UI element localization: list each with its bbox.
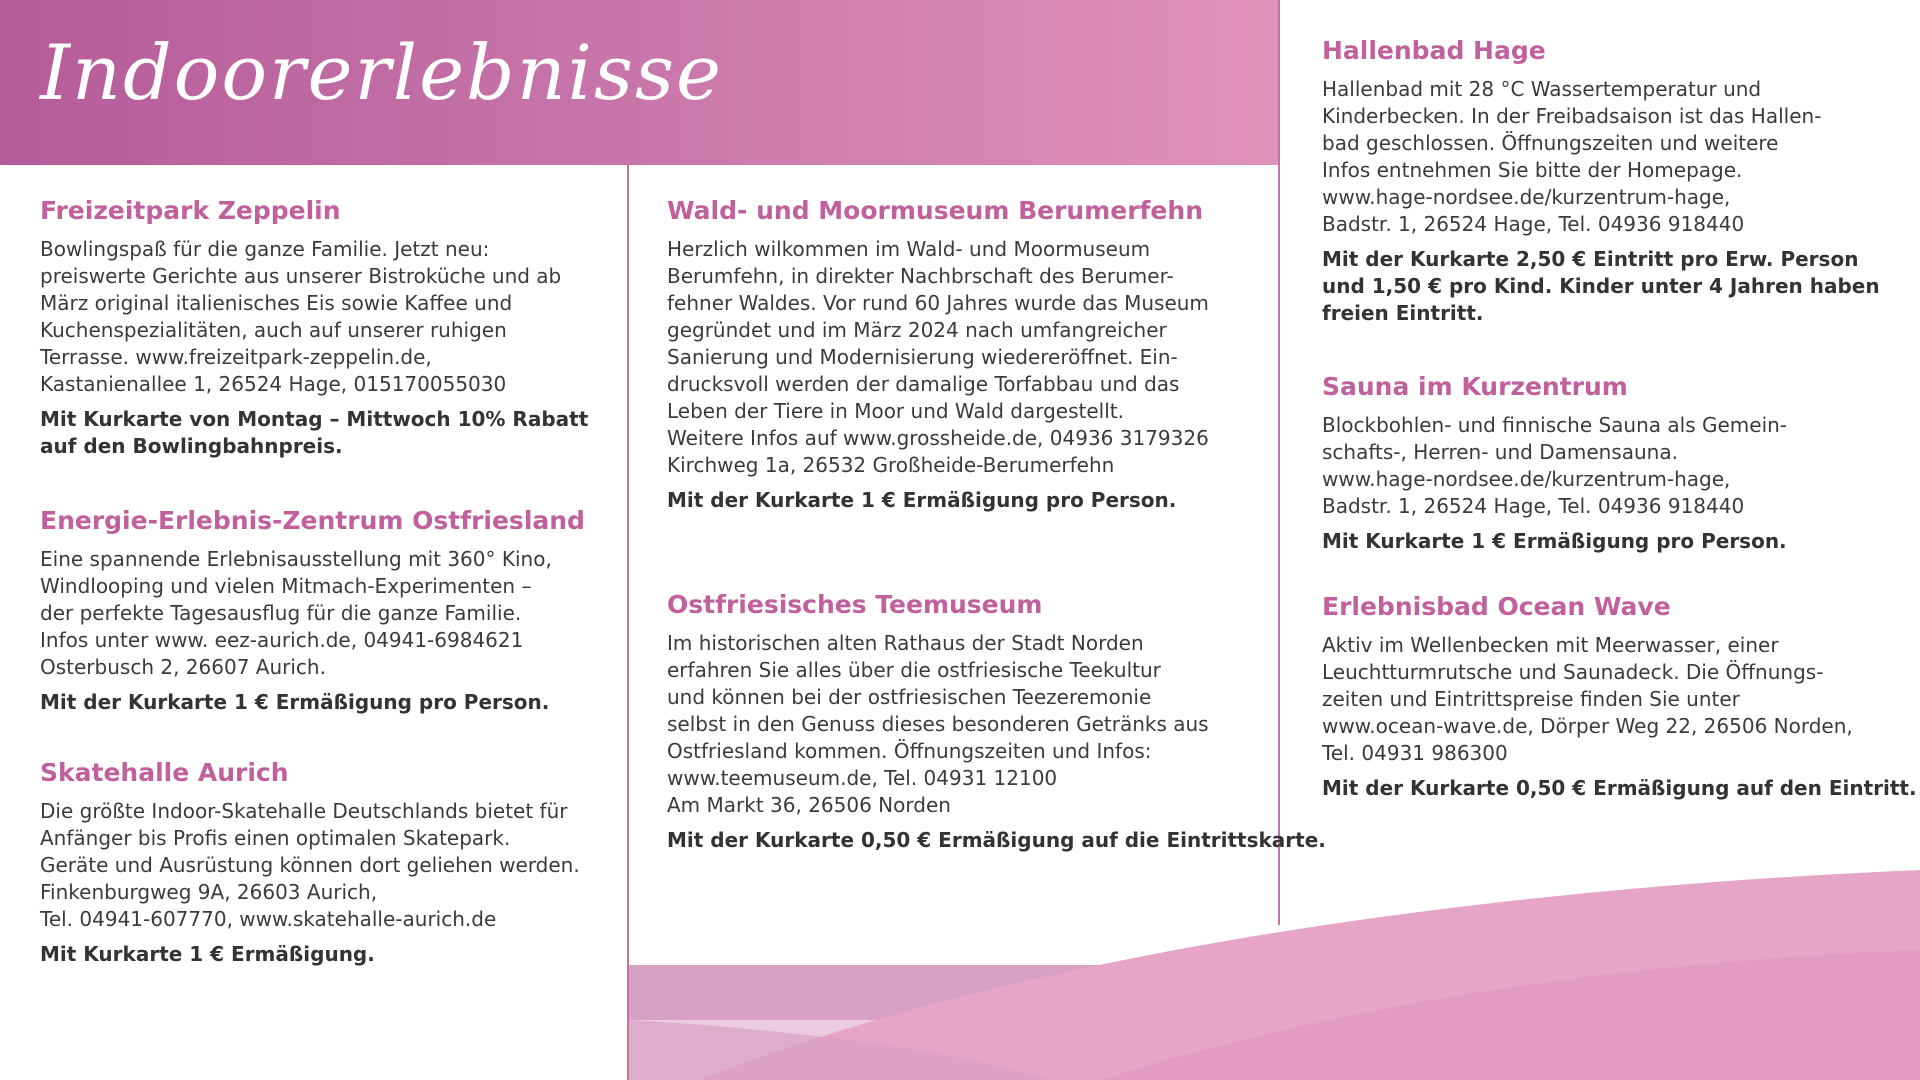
offer-line: Mit Kurkarte 1 € Ermäßigung. [40, 942, 375, 966]
body-line: März original italienisches Eis sowie Kaffee und [40, 291, 513, 315]
offer-line: Mit Kurkarte 1 € Ermäßigung pro Person. [1322, 529, 1787, 553]
body-line: Hallenbad mit 28 °C Wassertemperatur und [1322, 77, 1762, 101]
body-line: Berumfehn, in direkter Nachbrschaft des Berumer- [667, 264, 1174, 288]
offer-line: Mit der Kurkarte 0,50 € Ermäßigung auf den Eintritt. [1322, 776, 1917, 800]
body-line: erfahren Sie alles über die ostfriesische Teekultur [667, 658, 1161, 682]
body-line: bad geschlossen. Öffnungszeiten und weitere [1322, 131, 1779, 155]
header-banner [0, 0, 1278, 165]
section-ostfriesisches-teemuseum [667, 590, 1326, 854]
page-title: Indoorerlebnisse [40, 28, 723, 117]
body-line: www.hage-nordsee.de/kurzentrum-hage, [1322, 185, 1731, 209]
body-line: Windlooping und vielen Mitmach-Experimenten – [40, 574, 532, 598]
section-energie-erlebnis-zentrum [40, 506, 585, 716]
section-erlebnisbad-ocean-wave [1322, 592, 1917, 802]
body-line: Infos unter www. eez-aurich.de, 04941-6984621 [40, 628, 524, 652]
body-line: Blockbohlen- und finnische Sauna als Gemein- [1322, 413, 1788, 437]
section-heading: Ostfriesisches Teemuseum [667, 590, 1043, 619]
body-line: www.teemuseum.de, Tel. 04931 12100 [667, 766, 1058, 790]
body-line: Ostfriesland kommen. Öffnungszeiten und Infos: [667, 739, 1152, 763]
body-line: Infos entnehmen Sie bitte der Homepage. [1322, 158, 1743, 182]
section-heading: Erlebnisbad Ocean Wave [1322, 592, 1671, 621]
body-line: www.hage-nordsee.de/kurzentrum-hage, [1322, 467, 1731, 491]
body-line: Eine spannende Erlebnisausstellung mit 360° Kino, [40, 547, 552, 571]
body-line: Bowlingspaß für die ganze Familie. Jetzt neu: [40, 237, 490, 261]
body-line: Anfänger bis Profis einen optimalen Skatepark. [40, 826, 511, 850]
body-line: Tel. 04941-607770, www.skatehalle-aurich.de [40, 907, 497, 931]
offer-line: Mit Kurkarte von Montag – Mittwoch 10% Rabatt [40, 407, 589, 431]
section-sauna-im-kurzentrum [1322, 372, 1787, 555]
body-line: preiswerte Gerichte aus unserer Bistroküche und ab [40, 264, 562, 288]
section-heading: Wald- und Moormuseum Berumerfehn [667, 196, 1203, 225]
offer-line: Mit der Kurkarte 1 € Ermäßigung pro Person. [40, 690, 550, 714]
offer-line: auf den Bowlingbahnpreis. [40, 434, 343, 458]
section-hallenbad-hage [1322, 36, 1880, 327]
body-line: schafts-, Herren- und Damensauna. [1322, 440, 1678, 464]
body-line: Leuchtturmrutsche und Saunadeck. Die Öffnungs- [1322, 660, 1824, 684]
section-heading: Hallenbad Hage [1322, 36, 1546, 65]
body-line: selbst in den Genuss dieses besonderen Getränks aus [667, 712, 1209, 736]
body-line: Herzlich wilkommen im Wald- und Moormuseum [667, 237, 1151, 261]
body-line: zeiten und Eintrittspreise finden Sie unter [1322, 687, 1740, 711]
body-line: Kinderbecken. In der Freibadsaison ist das Hallen- [1322, 104, 1822, 128]
body-line: gegründet und im März 2024 nach umfangreicher [667, 318, 1167, 342]
body-line: Badstr. 1, 26524 Hage, Tel. 04936 918440 [1322, 494, 1745, 518]
body-line: fehner Waldes. Vor rund 60 Jahres wurde das Museum [667, 291, 1209, 315]
body-line: Leben der Tiere in Moor und Wald dargestellt. [667, 399, 1124, 423]
section-heading: Energie-Erlebnis-Zentrum Ostfriesland [40, 506, 585, 535]
body-line: Osterbusch 2, 26607 Aurich. [40, 655, 326, 679]
section-heading: Freizeitpark Zeppelin [40, 196, 341, 225]
body-line: Im historischen alten Rathaus der Stadt Norden [667, 631, 1144, 655]
section-skatehalle-aurich [40, 758, 580, 968]
column-divider [627, 165, 629, 1080]
section-heading: Skatehalle Aurich [40, 758, 289, 787]
body-line: drucksvoll werden der damalige Torfabbau und das [667, 372, 1180, 396]
section-freizeitpark-zeppelin [40, 196, 588, 460]
body-line: Die größte Indoor-Skatehalle Deutschlands bietet für [40, 799, 568, 823]
offer-line: freien Eintritt. [1322, 301, 1484, 325]
body-line: Tel. 04931 986300 [1322, 741, 1508, 765]
body-line: und können bei der ostfriesischen Teezeremonie [667, 685, 1152, 709]
offer-line: Mit der Kurkarte 2,50 € Eintritt pro Erw. Person [1322, 247, 1859, 271]
offer-line: Mit der Kurkarte 1 € Ermäßigung pro Person. [667, 488, 1177, 512]
body-line: Kastanienallee 1, 26524 Hage, 015170055030 [40, 372, 507, 396]
body-line: der perfekte Tagesausflug für die ganze Familie. [40, 601, 522, 625]
section-heading: Sauna im Kurzentrum [1322, 372, 1628, 401]
body-line: Am Markt 36, 26506 Norden [667, 793, 951, 817]
offer-line: Mit der Kurkarte 0,50 € Ermäßigung auf die Eintrittskarte. [667, 828, 1326, 852]
body-line: Finkenburgweg 9A, 26603 Aurich, [40, 880, 378, 904]
body-line: Sanierung und Modernisierung wiedereröffnet. Ein- [667, 345, 1178, 369]
body-line: Badstr. 1, 26524 Hage, Tel. 04936 918440 [1322, 212, 1745, 236]
body-line: Terrasse. www.freizeitpark-zeppelin.de, [40, 345, 432, 369]
body-line: Kirchweg 1a, 26532 Großheide-Berumerfehn [667, 453, 1115, 477]
body-line: Aktiv im Wellenbecken mit Meerwasser, einer [1322, 633, 1779, 657]
body-line: www.ocean-wave.de, Dörper Weg 22, 26506 Norden, [1322, 714, 1853, 738]
body-line: Kuchenspezialitäten, auch auf unserer ruhigen [40, 318, 507, 342]
section-wald-und-moormuseum [667, 196, 1209, 514]
offer-line: und 1,50 € pro Kind. Kinder unter 4 Jahren haben [1322, 274, 1880, 298]
body-line: Geräte und Ausrüstung können dort geliehen werden. [40, 853, 580, 877]
body-line: Weitere Infos auf www.grossheide.de, 04936 3179326 [667, 426, 1209, 450]
